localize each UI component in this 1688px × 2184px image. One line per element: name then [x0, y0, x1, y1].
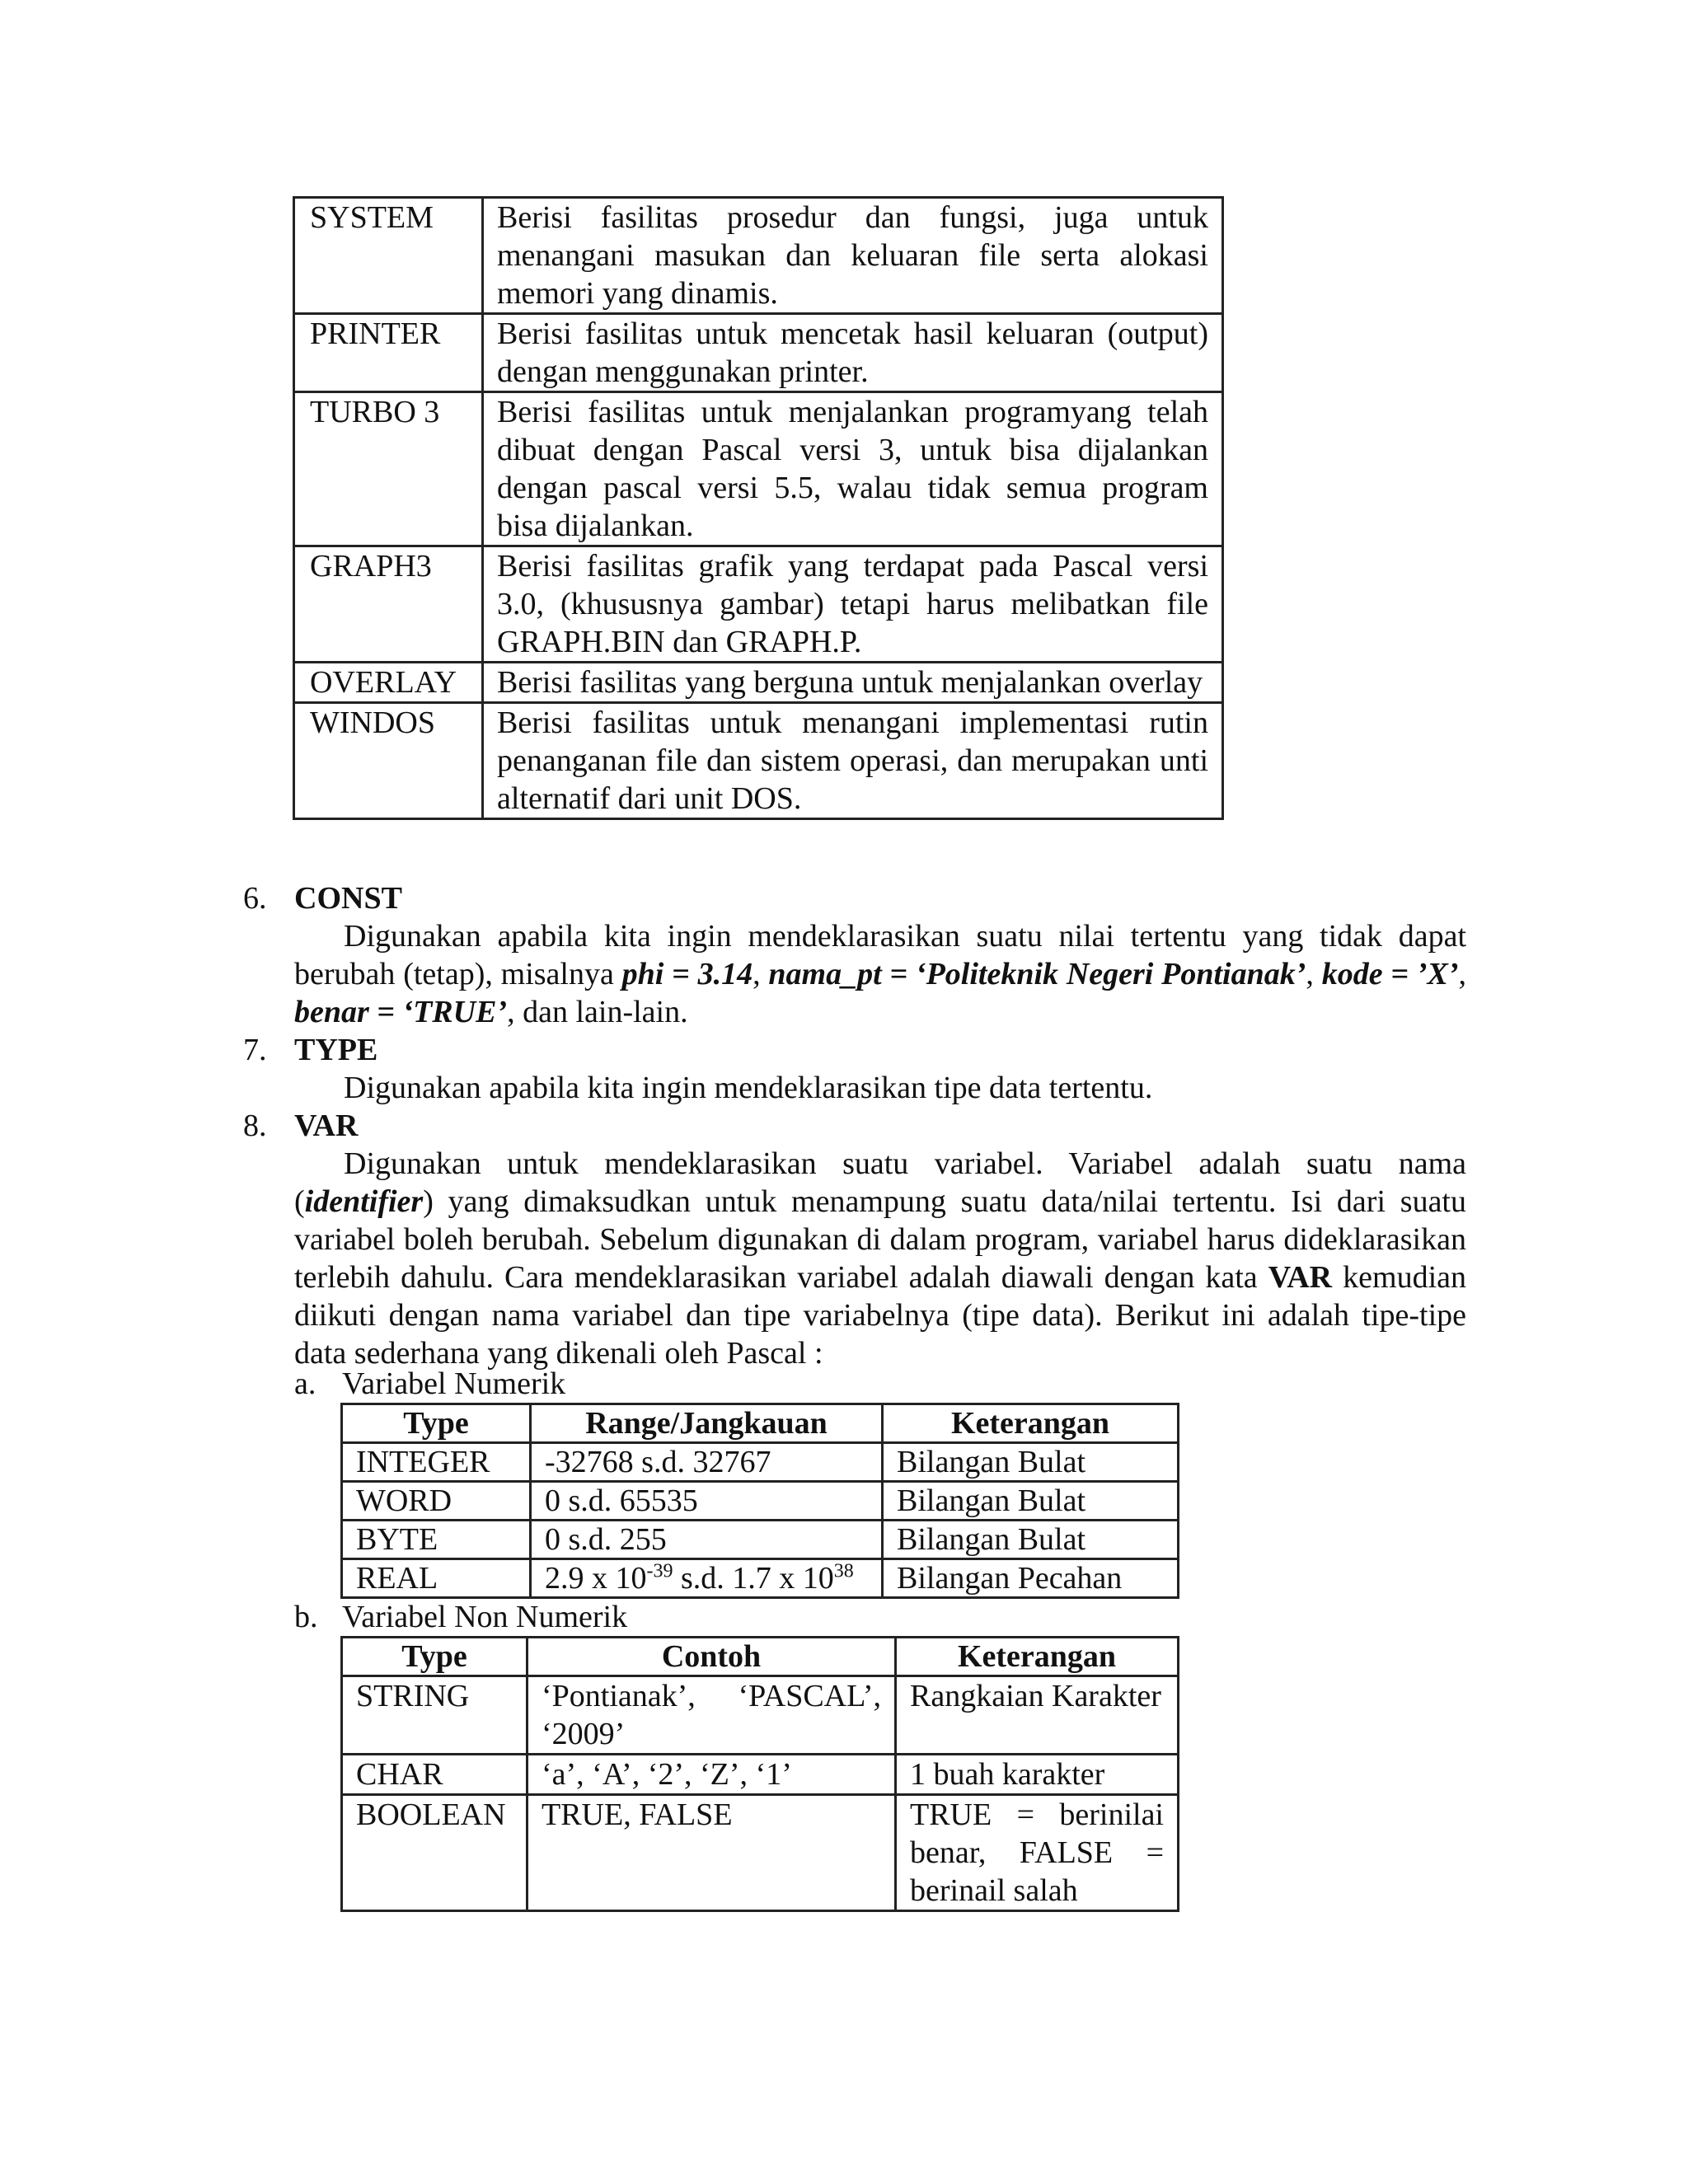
description-cell: 1 buah karakter: [896, 1755, 1179, 1795]
example-cell: TRUE, FALSE: [528, 1795, 896, 1911]
unit-description: Berisi fasilitas grafik yang terdapat pada Pascal versi 3.0, (khususnya gambar) tetapi harus melibatkan file GRAPH.BIN dan GRAPH.P.: [483, 546, 1223, 663]
table-row: [342, 1443, 1179, 1482]
range-cell: 0 s.d. 255: [531, 1521, 883, 1559]
section-number: 7.: [243, 1033, 267, 1067]
unit-description: Berisi fasilitas prosedur dan fungsi, juga untuk menangani masukan dan keluaran file serta alokasi memori yang dinamis.: [483, 198, 1223, 314]
range-base: s.d. 1.7 x 10: [673, 1561, 834, 1596]
numeric-label: Variabel Numerik: [342, 1366, 566, 1401]
unit-name: WINDOS: [294, 703, 483, 819]
units-table: [293, 196, 1224, 820]
unit-description: Berisi fasilitas untuk menangani implementasi rutin penanganan file dan sistem operasi, dan merupakan unti alternatif dari unit DOS.: [483, 703, 1223, 819]
var-identifier: identifier: [304, 1184, 424, 1219]
table-row: [342, 1795, 1179, 1911]
table-row: [342, 1676, 1179, 1755]
description-cell: Bilangan Bulat: [883, 1443, 1179, 1482]
description-cell: Bilangan Bulat: [883, 1482, 1179, 1521]
var-text: Digunakan untuk mendeklarasikan suatu variabel. Variabel adalah suatu nama (: [294, 1146, 1466, 1219]
table-row: [294, 546, 1223, 663]
unit-name: PRINTER: [294, 314, 483, 392]
type-cell: WORD: [342, 1482, 531, 1521]
unit-name: GRAPH3: [294, 546, 483, 663]
const-text: Digunakan apabila kita ingin mendeklarasikan suatu nilai tertentu yang tidak dapat berubah (tetap), misalnya: [294, 919, 1466, 991]
type-text: Digunakan apabila kita ingin mendeklarasikan tipe data tertentu.: [344, 1071, 1153, 1105]
example-cell: ‘a’, ‘A’, ‘2’, ‘Z’, ‘1’: [528, 1755, 896, 1795]
unit-description: Berisi fasilitas yang berguna untuk menjalankan overlay: [483, 663, 1223, 703]
const-paragraph: [294, 917, 1466, 1031]
const-text-end: , dan lain-lain.: [507, 995, 688, 1029]
table-row: [294, 392, 1223, 546]
range-cell: [531, 1559, 883, 1598]
nonnumeric-label-letter: b.: [294, 1600, 318, 1634]
table-row: [294, 198, 1223, 314]
separator: ,: [753, 957, 769, 991]
var-text: ) yang dimaksudkan untuk menampung suatu data/nilai tertentu. Isi dari suatu variabel boleh berubah. Sebelum digunakan di dalam program, variabel harus dideklarasikan terlebih dahulu. Cara mendeklarasikan variabel adalah diawali dengan kata: [294, 1184, 1466, 1295]
description-cell: Rangkaian Karakter: [896, 1676, 1179, 1755]
type-cell: STRING: [342, 1676, 528, 1755]
table-row: [342, 1521, 1179, 1559]
numeric-label-letter: a.: [294, 1366, 316, 1401]
var-keyword: VAR: [1268, 1260, 1333, 1295]
column-header: Keterangan: [896, 1638, 1179, 1676]
const-example-benar: benar = ‘TRUE’: [294, 995, 508, 1029]
separator: ,: [1458, 957, 1466, 991]
range-cell: 0 s.d. 65535: [531, 1482, 883, 1521]
description-cell: Bilangan Bulat: [883, 1521, 1179, 1559]
table-row: [294, 663, 1223, 703]
const-example-phi: phi = 3.14: [621, 957, 753, 991]
column-header: Keterangan: [883, 1404, 1179, 1443]
example-cell: ‘Pontianak’, ‘PASCAL’, ‘2009’: [528, 1676, 896, 1755]
section-title-type: TYPE: [294, 1033, 378, 1067]
type-cell: INTEGER: [342, 1443, 531, 1482]
range-exponent: 38: [833, 1560, 854, 1582]
unit-name: OVERLAY: [294, 663, 483, 703]
range-cell: -32768 s.d. 32767: [531, 1443, 883, 1482]
section-number: 6.: [243, 881, 267, 916]
numeric-types-table: [340, 1403, 1179, 1599]
description-cell: TRUE = berinilai benar, FALSE = berinail salah: [896, 1795, 1179, 1911]
column-header: Contoh: [528, 1638, 896, 1676]
description-cell: Bilangan Pecahan: [883, 1559, 1179, 1598]
nonnumeric-label: Variabel Non Numerik: [342, 1600, 628, 1634]
table-row: [294, 314, 1223, 392]
type-cell: BOOLEAN: [342, 1795, 528, 1911]
column-header: Range/Jangkauan: [531, 1404, 883, 1443]
var-text: kemudian diikuti dengan nama variabel dan tipe variabelnya (tipe data). Berikut ini adalah tipe-tipe data sederhana yang dikenali oleh Pascal :: [294, 1260, 1466, 1371]
table-header-row: [342, 1638, 1179, 1676]
section-number: 8.: [243, 1108, 267, 1143]
const-example-kode: kode = ’X’: [1321, 957, 1459, 991]
table-row: [294, 703, 1223, 819]
section-title-var: VAR: [294, 1108, 359, 1143]
table-row: [342, 1482, 1179, 1521]
column-header: Type: [342, 1638, 528, 1676]
column-header: Type: [342, 1404, 531, 1443]
type-cell: CHAR: [342, 1755, 528, 1795]
table-row: [342, 1559, 1179, 1598]
separator: ,: [1306, 957, 1322, 991]
unit-name: SYSTEM: [294, 198, 483, 314]
range-exponent: -39: [646, 1560, 673, 1582]
table-row: [342, 1755, 1179, 1795]
unit-description: Berisi fasilitas untuk mencetak hasil keluaran (output) dengan menggunakan printer.: [483, 314, 1223, 392]
type-cell: BYTE: [342, 1521, 531, 1559]
nonnumeric-types-table: [340, 1636, 1179, 1912]
const-example-nama-pt: nama_pt = ‘Politeknik Negeri Pontianak’: [768, 957, 1306, 991]
table-header-row: [342, 1404, 1179, 1443]
unit-name: TURBO 3: [294, 392, 483, 546]
section-title-const: CONST: [294, 881, 402, 916]
type-paragraph: [294, 1069, 1466, 1107]
var-paragraph: [294, 1145, 1466, 1372]
type-cell: REAL: [342, 1559, 531, 1598]
unit-description: Berisi fasilitas untuk menjalankan programyang telah dibuat dengan Pascal versi 3, untuk bisa dijalankan dengan pascal versi 5.5, walau tidak semua program bisa dijalankan.: [483, 392, 1223, 546]
range-base: 2.9 x 10: [545, 1561, 647, 1596]
